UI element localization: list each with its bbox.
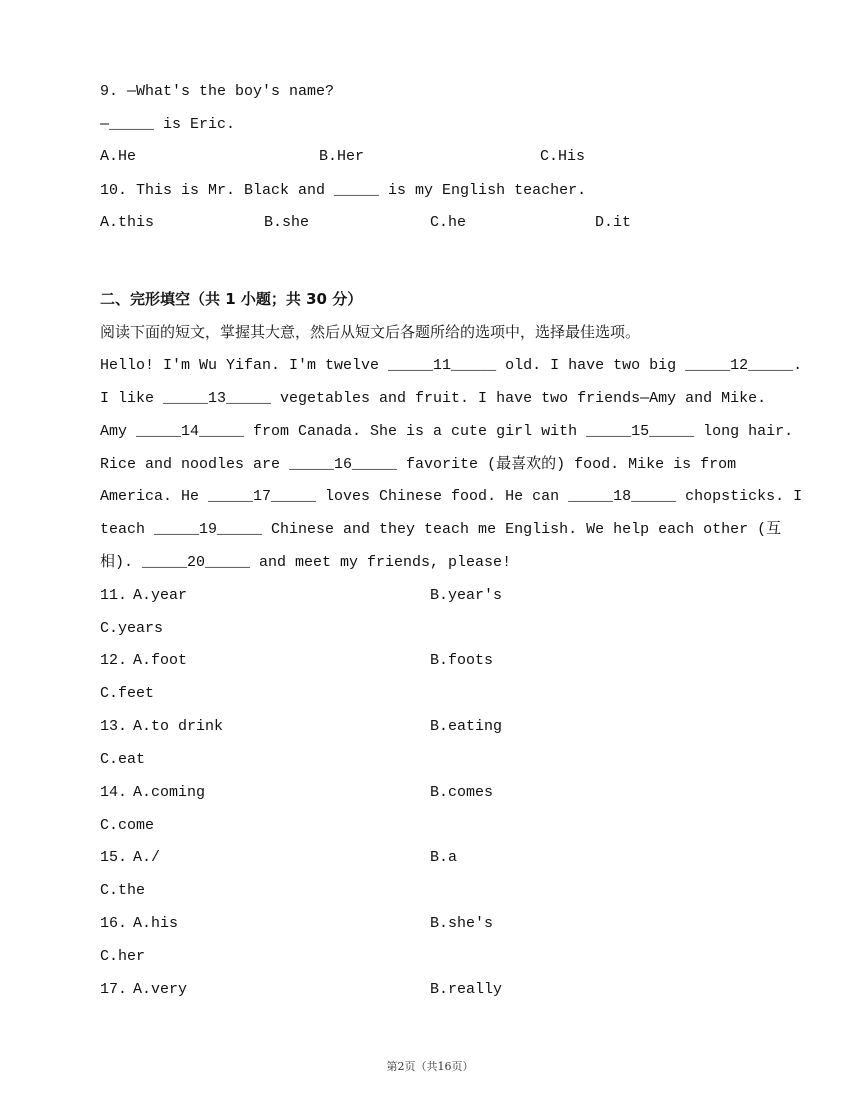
section-instruction: 阅读下面的短文，掌握其大意，然后从短文后各题所给的选项中，选择最佳选项。 (100, 323, 641, 341)
cloze-option-b: B.really (430, 981, 503, 998)
question-10-option-d: D.it (595, 214, 632, 231)
cloze-option-b: B.eating (430, 718, 503, 735)
cloze-option-b: B.comes (430, 784, 494, 801)
cloze-question-number: 15. (100, 849, 128, 866)
passage-line-3: Amy _____14_____ from Canada. She is a cute girl with _____15_____ long hair. (100, 423, 794, 440)
passage-line-5: America. He _____17_____ loves Chinese food. He can _____18_____ chopsticks. I (100, 488, 803, 505)
question-10-stem: 10. This is Mr. Black and _____ is my English teacher. (100, 182, 587, 199)
passage-line-4: Rice and noodles are _____16_____ favorite (最喜欢的) food. Mike is from (100, 456, 737, 473)
question-9-option-b: B.Her (319, 148, 365, 165)
page-footer: 第2页（共16页） (386, 1060, 474, 1073)
cloze-option-a: A.to drink (133, 718, 224, 735)
question-10-option-a: A.this (100, 214, 155, 231)
cloze-option-a: A.year (133, 587, 188, 604)
cloze-question-number: 14. (100, 784, 128, 801)
question-10-option-b: B.she (264, 214, 310, 231)
cloze-question-number: 12. (100, 652, 128, 669)
cloze-option-a: A./ (133, 849, 161, 866)
cloze-option-c: C.feet (100, 685, 155, 702)
cloze-option-c: C.years (100, 620, 164, 637)
cloze-option-b: B.she's (430, 915, 494, 932)
section-heading: 二、完形填空（共 1 小题；共 30 分） (100, 290, 363, 308)
passage-line-1: Hello! I'm Wu Yifan. I'm twelve _____11_____ old. I have two big _____12_____. (100, 357, 803, 374)
cloze-option-b: B.a (430, 849, 458, 866)
cloze-option-c: C.eat (100, 751, 146, 768)
cloze-option-c: C.her (100, 948, 146, 965)
passage-line-7: 相). _____20_____ and meet my friends, please! (100, 554, 512, 571)
cloze-option-a: A.very (133, 981, 188, 998)
passage-line-6: teach _____19_____ Chinese and they teach me English. We help each other (互 (100, 521, 782, 538)
question-9-option-a: A.He (100, 148, 137, 165)
cloze-option-a: A.coming (133, 784, 206, 801)
question-9-option-c: C.His (540, 148, 586, 165)
cloze-option-b: B.year's (430, 587, 503, 604)
passage-line-2: I like _____13_____ vegetables and fruit. I have two friends—Amy and Mike. (100, 390, 767, 407)
cloze-question-number: 11. (100, 587, 128, 604)
cloze-question-number: 17. (100, 981, 128, 998)
cloze-question-number: 13. (100, 718, 128, 735)
cloze-option-a: A.his (133, 915, 179, 932)
cloze-option-b: B.foots (430, 652, 494, 669)
cloze-option-c: C.the (100, 882, 146, 899)
question-9-answer-line: —_____ is Eric. (100, 116, 236, 133)
cloze-option-a: A.foot (133, 652, 188, 669)
cloze-question-number: 16. (100, 915, 128, 932)
question-9-stem: 9. —What's the boy's name? (100, 83, 335, 100)
cloze-option-c: C.come (100, 817, 155, 834)
question-10-option-c: C.he (430, 214, 467, 231)
